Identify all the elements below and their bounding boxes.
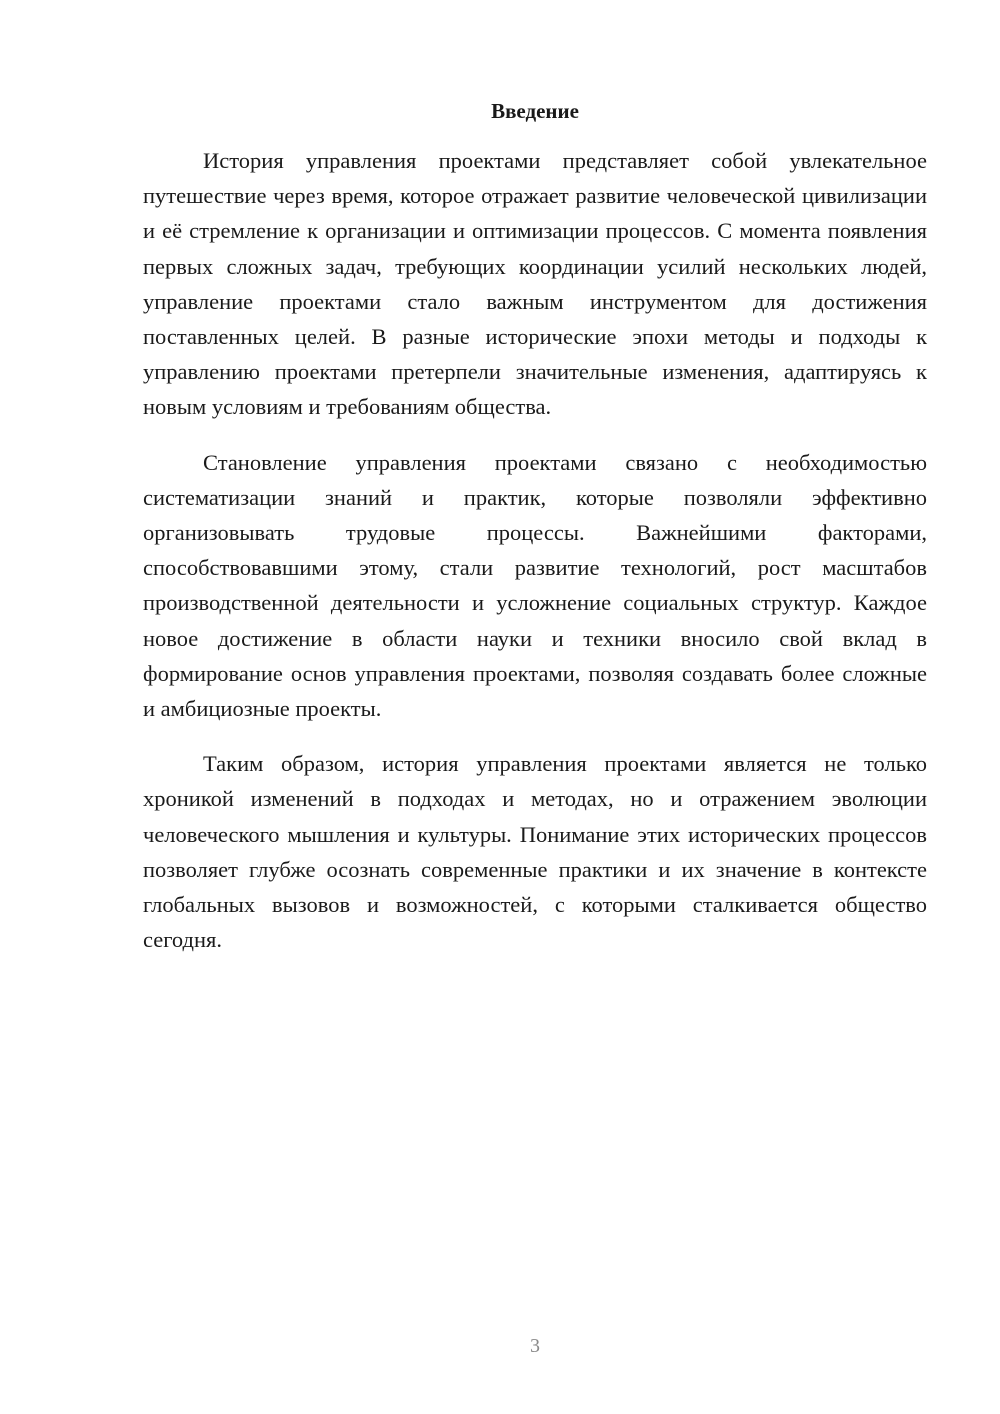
paragraph-2: Становление управления проектами связано с необходимостью систематизации знаний и практик, которые позволяли эффективно организовывать трудовые процессы. Важнейшими факторами, способствовавшими этому, стали развитие технологий, рост масштабов производственной деятельности и усложнение социальных структур. Каждое новое достижение в области науки и техники вносило свой вклад в формирование основ управления проектами, позволяя создавать более сложные и амбициозные проекты.	[143, 449, 927, 722]
page-number: 3	[530, 1335, 540, 1357]
section-title: Введение	[491, 99, 579, 123]
paragraph-3: Таким образом, история управления проектами является не только хроникой изменений в подходах и методах, но и отражением эволюции человеческого мышления и культуры. Понимание этих исторических процессов позволяет глубже осознать современные практики и их значение в контексте глобальных вызовов и возможностей, с которыми сталкивается общество сегодня.	[143, 751, 927, 953]
paragraph-1: История управления проектами представляет собой увлекательное путешествие через время, которое отражает развитие человеческой цивилизации и её стремление к организации и оптимизации процессов. С момента появления первых сложных задач, требующих координации усилий нескольких людей, управление проектами стало важным инструментом для достижения поставленных целей. В разные исторические эпохи методы и подходы к управлению проектами претерпели значительные изменения, адаптируясь к новым условиям и требованиям общества.	[143, 148, 927, 420]
document-body	[143, 143, 927, 977]
